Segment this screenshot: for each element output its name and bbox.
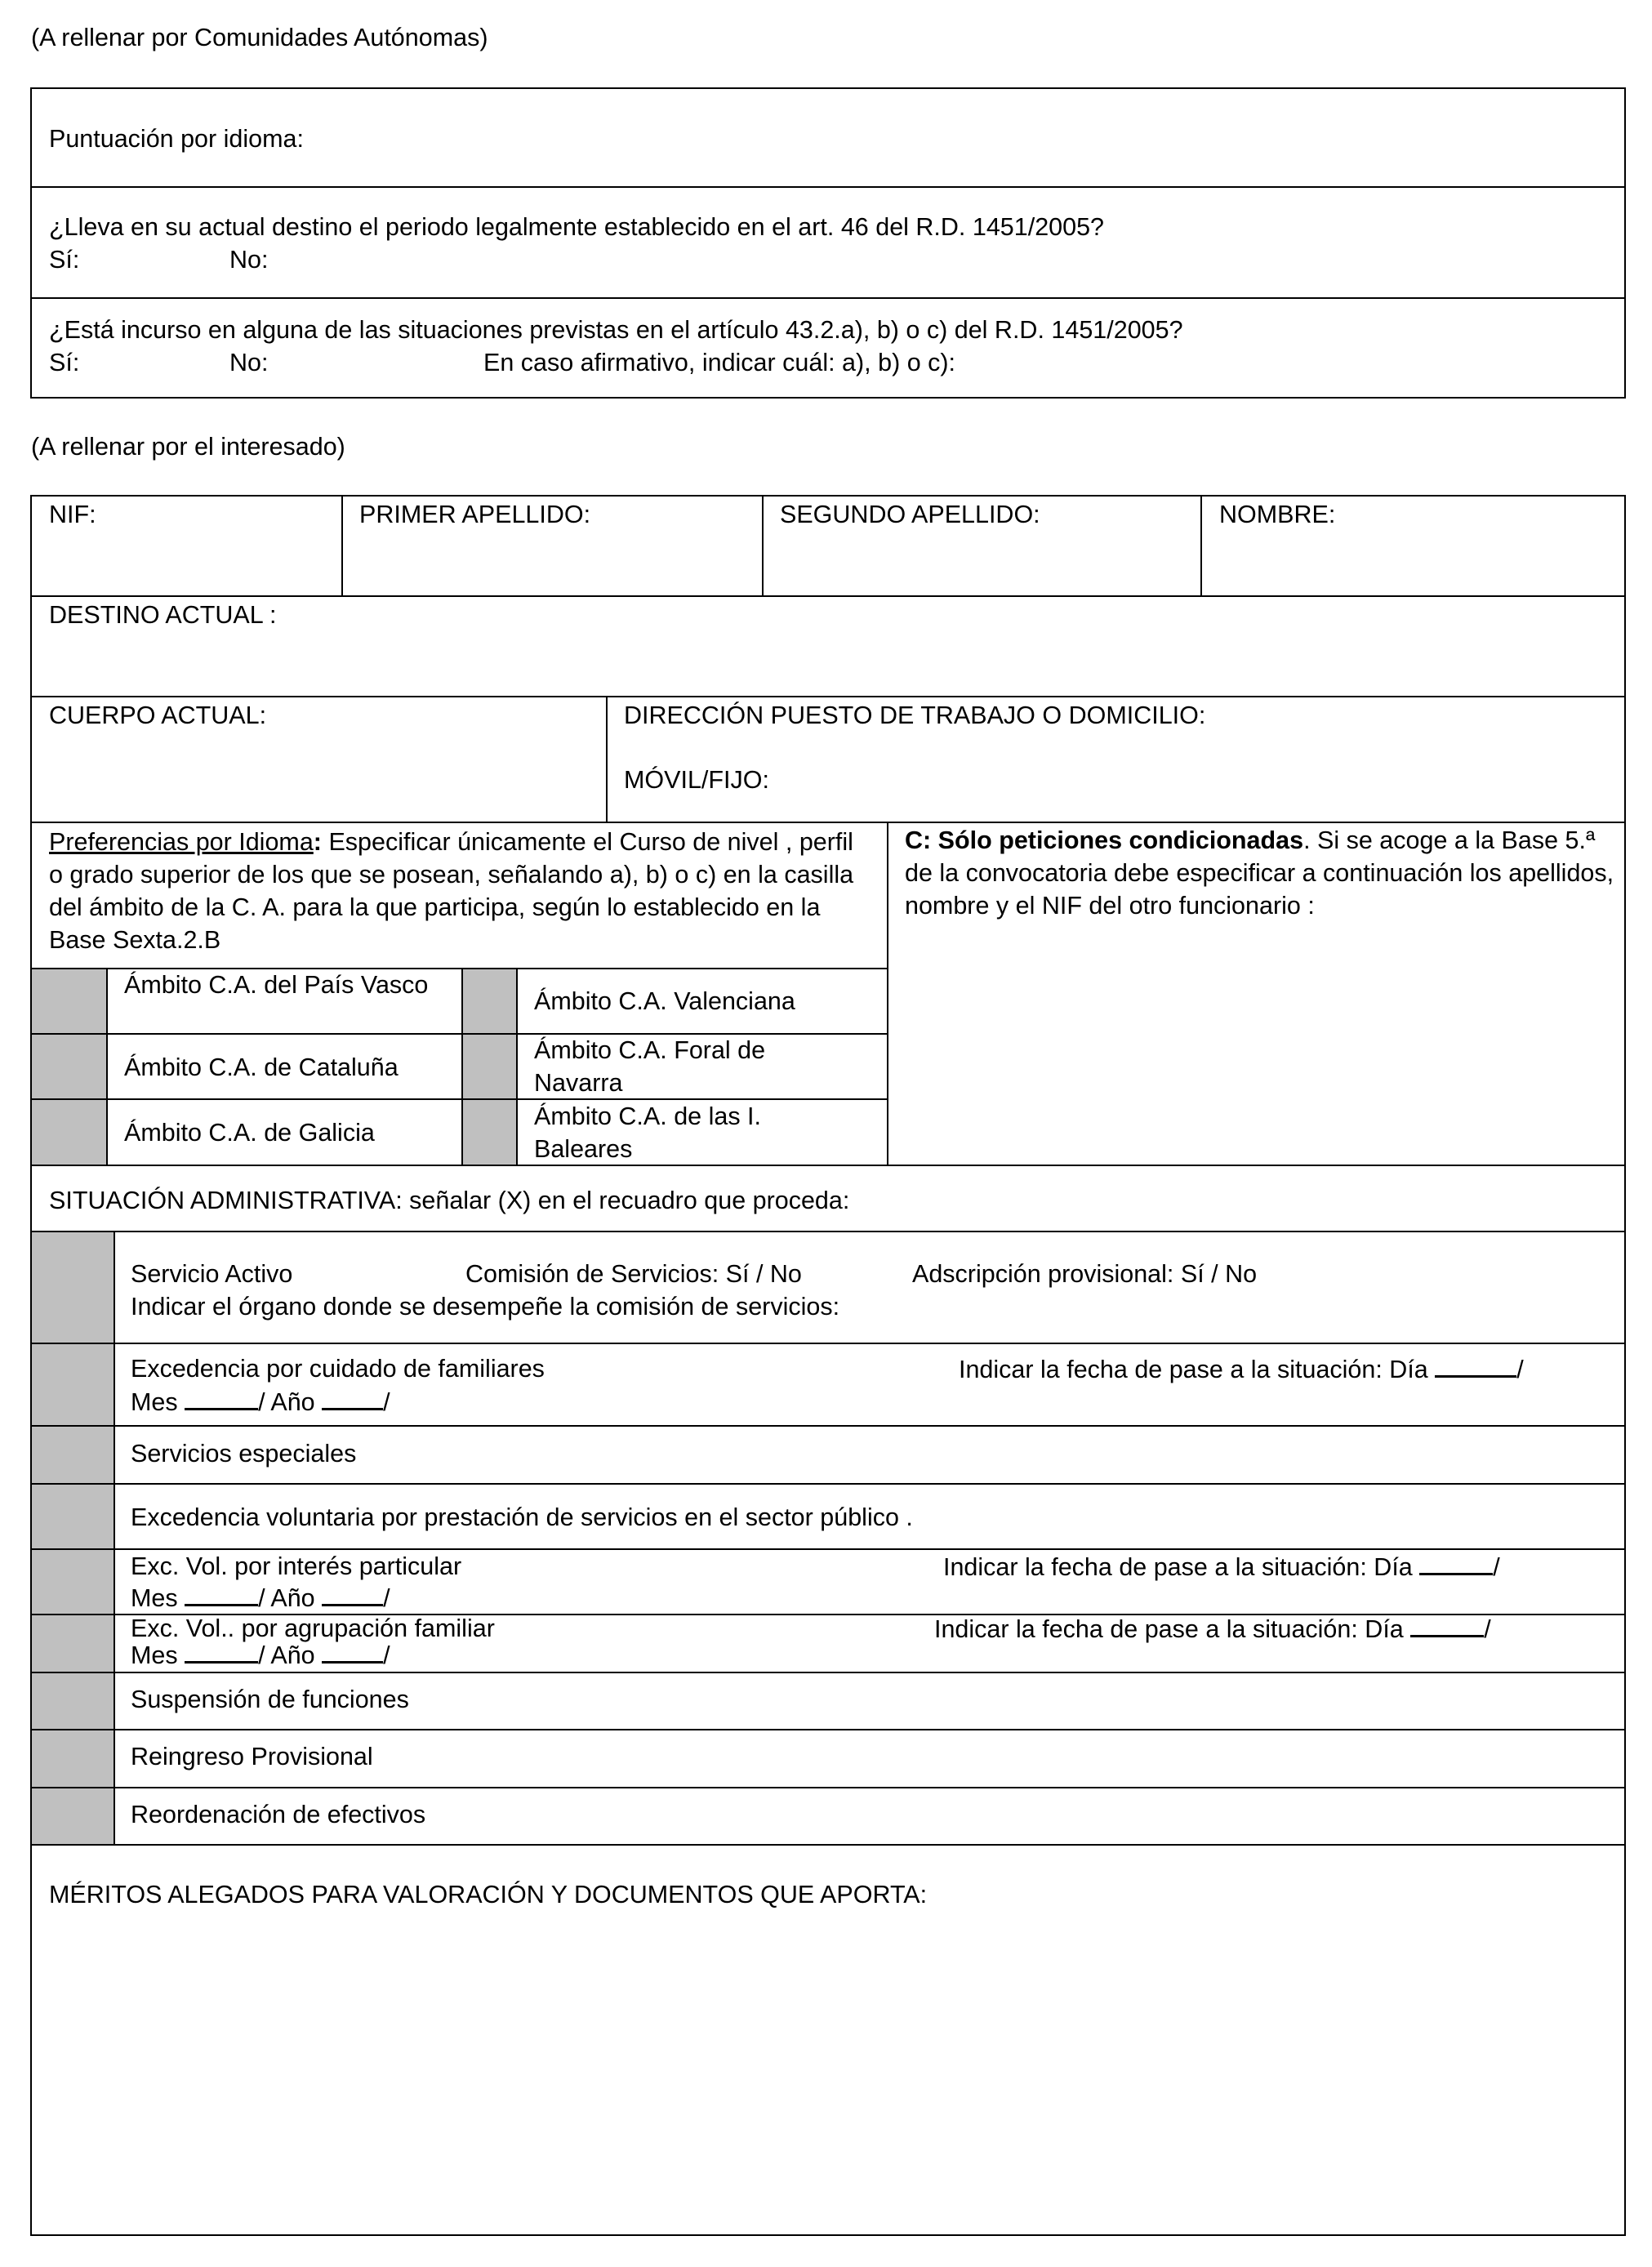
ambito-shade-col2 bbox=[463, 969, 516, 1165]
direccion-label: DIRECCIÓN PUESTO DE TRABAJO O DOMICILIO: bbox=[624, 701, 1206, 729]
ambito-pais-vasco-label: Ámbito C.A. del País Vasco bbox=[124, 971, 429, 999]
slash: / bbox=[1484, 1615, 1491, 1643]
fecha-pase-agrupacion bbox=[934, 1612, 1491, 1646]
servicio-activo-label: Servicio Activo bbox=[131, 1260, 293, 1288]
excedencia-cuidado-label: Excedencia por cuidado de familiares bbox=[131, 1355, 545, 1383]
divider bbox=[606, 696, 608, 823]
fecha-dia-label: Indicar la fecha de pase a la situación: Día bbox=[934, 1615, 1404, 1643]
fecha-dia-label: Indicar la fecha de pase a la situación: Día bbox=[943, 1553, 1413, 1581]
ambito-galicia-label: Ámbito C.A. de Galicia bbox=[124, 1119, 375, 1147]
exc-agrupacion-familiar-label: Exc. Vol.. por agrupación familiar bbox=[131, 1615, 495, 1642]
q1-si-label: Sí: bbox=[49, 246, 80, 274]
exc-interes-particular-label: Exc. Vol. por interés particular bbox=[131, 1552, 462, 1580]
mes-anio-agrupacion bbox=[131, 1638, 390, 1672]
dia-blank[interactable] bbox=[1419, 1550, 1493, 1575]
ambito-valenciana-label: Ámbito C.A. Valenciana bbox=[534, 987, 795, 1015]
section-header-interesado: (A rellenar por el interesado) bbox=[31, 433, 345, 461]
slash: / bbox=[1493, 1553, 1500, 1581]
q2-si-label: Sí: bbox=[49, 349, 80, 376]
nif-field-label: NIF: bbox=[49, 501, 96, 528]
ambito-shade-col1 bbox=[32, 969, 106, 1165]
mes-blank[interactable] bbox=[185, 1385, 258, 1410]
condicionadas-instructions: . Si se acoge a la Base 5.ª de la convocatoria debe especificar a continuación los apellidos, nombre y el NIF del otro funcionario : bbox=[905, 826, 1614, 920]
reordenacion-efectivos-label: Reordenación de efectivos bbox=[131, 1801, 426, 1828]
meritos-alegados-label: MÉRITOS ALEGADOS PARA VALORACIÓN Y DOCUMENTOS QUE APORTA: bbox=[49, 1881, 928, 1908]
anio-blank[interactable] bbox=[322, 1581, 383, 1606]
nombre-label: NOMBRE: bbox=[1219, 501, 1336, 528]
adscripcion-provisional-label: Adscripción provisional: Sí / No bbox=[912, 1260, 1258, 1288]
meritos-textarea[interactable] bbox=[33, 1915, 1623, 2234]
destino-actual-label: DESTINO ACTUAL : bbox=[49, 601, 277, 629]
divider bbox=[30, 1729, 1626, 1730]
preferencias-colon: : bbox=[313, 828, 322, 856]
q2-no-label: No: bbox=[229, 349, 269, 376]
reingreso-provisional-label: Reingreso Provisional bbox=[131, 1743, 373, 1770]
dia-blank[interactable] bbox=[1410, 1612, 1484, 1637]
preferencias-idioma-text bbox=[49, 826, 874, 956]
primer-apellido-label: PRIMER APELLIDO: bbox=[359, 501, 591, 528]
ambito-navarra-label: Ámbito C.A. Foral de Navarra bbox=[534, 1036, 766, 1097]
situacion-administrativa-title: SITUACIÓN ADMINISTRATIVA: señalar (X) en el recuadro que proceda: bbox=[49, 1187, 850, 1214]
divider bbox=[30, 1672, 1626, 1673]
mes-label: Mes bbox=[131, 1584, 178, 1612]
section-header-ccaa: (A rellenar por Comunidades Autónomas) bbox=[31, 24, 488, 51]
mes-label: Mes bbox=[131, 1388, 178, 1416]
anio-label: / Año bbox=[258, 1641, 315, 1669]
mes-anio-interes bbox=[131, 1581, 390, 1615]
divider bbox=[30, 297, 1626, 299]
divider bbox=[30, 1231, 1626, 1232]
mes-label: Mes bbox=[131, 1641, 178, 1669]
fecha-pase-interes bbox=[943, 1550, 1500, 1583]
divider bbox=[516, 968, 518, 1166]
fecha-dia-label: Indicar la fecha de pase a la situación: Día bbox=[959, 1356, 1428, 1383]
dia-blank[interactable] bbox=[1435, 1352, 1516, 1378]
question-situaciones-previstas: ¿Está incurso en alguna de las situaciones previstas en el artículo 43.2.a), b) o c) del R.D. 1451/2005? bbox=[49, 316, 1183, 344]
situacion-checkbox-column[interactable] bbox=[32, 1232, 114, 1845]
divider bbox=[30, 186, 1626, 188]
anio-label: / Año bbox=[258, 1584, 315, 1612]
condicionadas-text bbox=[905, 824, 1615, 922]
suspension-funciones-label: Suspensión de funciones bbox=[131, 1686, 409, 1713]
divider bbox=[30, 595, 1626, 597]
puntuacion-idioma-label: Puntuación por idioma: bbox=[49, 125, 304, 153]
indicar-organo-label: Indicar el órgano donde se desempeñe la comisión de servicios: bbox=[131, 1293, 840, 1321]
anio-label: / Año bbox=[258, 1388, 315, 1416]
excedencia-sector-publico-label: Excedencia voluntaria por prestación de servicios en el sector público . bbox=[131, 1503, 913, 1531]
slash: / bbox=[383, 1388, 390, 1416]
divider bbox=[30, 1844, 1626, 1846]
q2-afirmativo-label: En caso afirmativo, indicar cuál: a), b) o c): bbox=[483, 349, 956, 376]
q1-no-label: No: bbox=[229, 246, 269, 274]
divider bbox=[114, 1231, 115, 1846]
anio-blank[interactable] bbox=[322, 1638, 383, 1664]
segundo-apellido-label: SEGUNDO APELLIDO: bbox=[780, 501, 1040, 528]
mes-blank[interactable] bbox=[185, 1638, 258, 1664]
slash: / bbox=[1516, 1356, 1524, 1383]
divider bbox=[1200, 495, 1202, 597]
divider bbox=[461, 968, 463, 1166]
ambito-baleares-label: Ámbito C.A. de las I. Baleares bbox=[534, 1102, 761, 1163]
cuerpo-actual-label: CUERPO ACTUAL: bbox=[49, 701, 267, 729]
divider bbox=[106, 968, 108, 1166]
fecha-pase-cuidado bbox=[959, 1352, 1524, 1386]
divider bbox=[30, 696, 1626, 697]
movil-fijo-label: MÓVIL/FIJO: bbox=[624, 766, 769, 794]
divider bbox=[887, 822, 888, 1166]
servicios-especiales-label: Servicios especiales bbox=[131, 1440, 357, 1468]
mes-anio-cuidado bbox=[131, 1385, 390, 1419]
divider bbox=[762, 495, 764, 597]
comision-servicios-label: Comisión de Servicios: Sí / No bbox=[465, 1260, 802, 1288]
mes-blank[interactable] bbox=[185, 1581, 258, 1606]
slash: / bbox=[383, 1584, 390, 1612]
divider bbox=[30, 822, 1626, 823]
divider bbox=[30, 1425, 1626, 1427]
anio-blank[interactable] bbox=[322, 1385, 383, 1410]
question-periodo-destino: ¿Lleva en su actual destino el periodo legalmente establecido en el art. 46 del R.D. 1451/2005? bbox=[49, 213, 1105, 241]
condicionadas-title: C: Sólo peticiones condicionadas bbox=[905, 826, 1304, 854]
divider bbox=[30, 1483, 1626, 1485]
divider bbox=[30, 1343, 1626, 1344]
divider bbox=[341, 495, 343, 597]
slash: / bbox=[383, 1641, 390, 1669]
divider bbox=[30, 1787, 1626, 1788]
preferencias-instructions: Especificar únicamente el Curso de nivel , perfil o grado superior de los que se posean, señalando a), b) o c) en la casilla del ámbito de la C. A. para la que participa, según lo establecido en la Base Sexta.2.B bbox=[49, 828, 854, 954]
ambito-cataluna-label: Ámbito C.A. de Cataluña bbox=[124, 1053, 399, 1081]
preferencias-idioma-title: Preferencias por Idioma bbox=[49, 828, 314, 856]
